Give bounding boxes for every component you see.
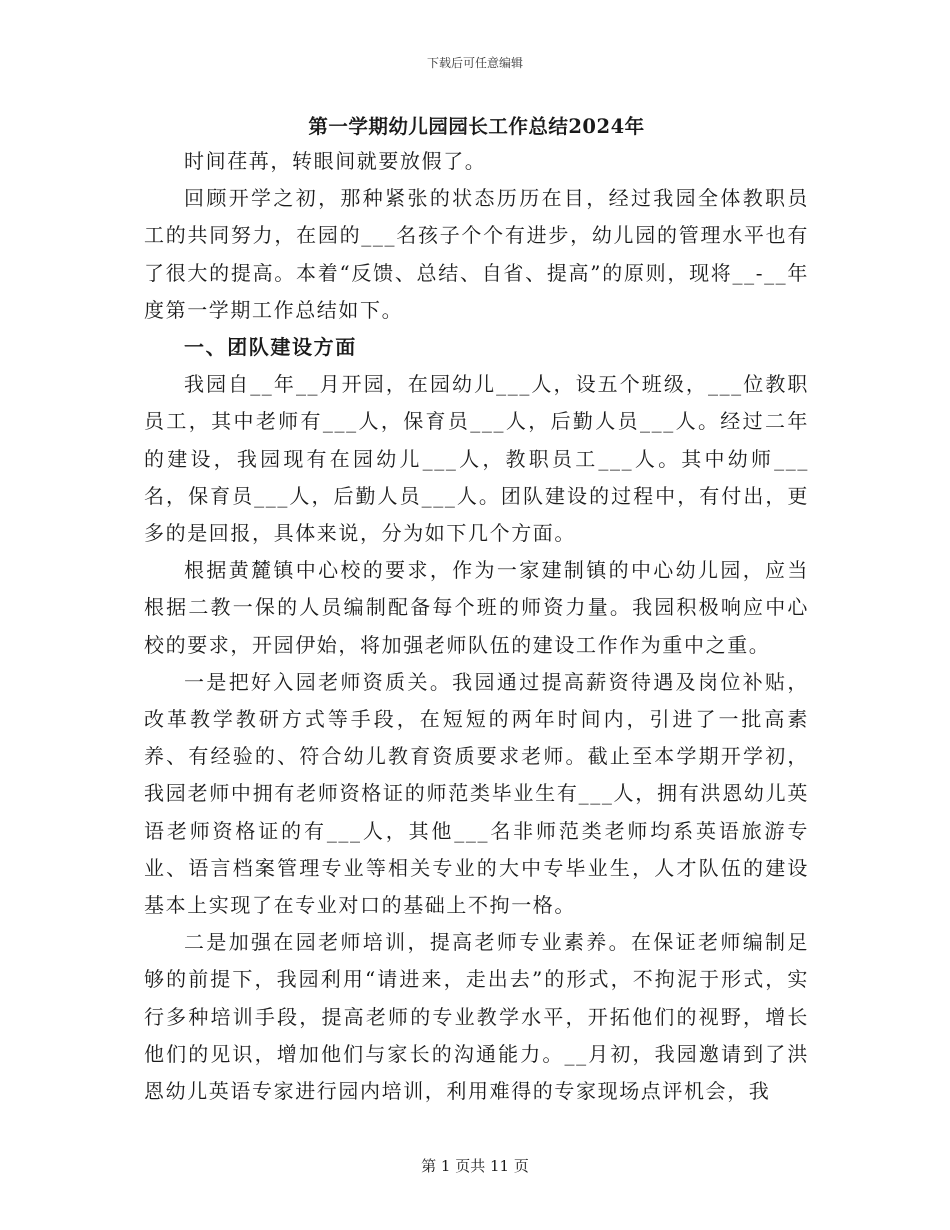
- document-title: 第一学期幼儿园园长工作总结2024年: [308, 115, 645, 138]
- section-heading-team-building: 一、团队建设方面: [184, 335, 357, 360]
- paragraph-training: 二是加强在园老师培训，提高老师专业素养。在保证老师编制足够的前提下，我园利用“请进来，走出去”的形式，不拘泥于形式，实行多种培训手段，提高老师的专业教学水平，开拓他们的视野，增长他们的见识，增加他们与家长的沟通能力。__月初，我园邀请到了洪恩幼儿英语专家进行园内培训，利用难得的专家现场点评机会，我: [144, 930, 809, 1104]
- paragraph-review: 回顾开学之初，那种紧张的状态历历在目，经过我园全体教职员工的共同努力，在园的___名孩子个个有进步，幼儿园的管理水平也有了很大的提高。本着“反馈、总结、自省、提高”的原则，现将__-__年度第一学期工作总结如下。: [144, 186, 809, 322]
- paragraph-qualification: 一是把好入园老师资质关。我园通过提高薪资待遇及岗位补贴，改革教学教研方式等手段，在短短的两年时间内，引进了一批高素养、有经验的、符合幼儿教育资质要求老师。截止至本学期开学初，我园老师中拥有老师资格证的师范类毕业生有___人，拥有洪恩幼儿英语老师资格证的有___人，其他___名非师范类老师均系英语旅游专业、语言档案管理专业等相关专业的大中专毕业生，人才队伍的建设基本上实现了在专业对口的基础上不拘一格。: [144, 669, 809, 918]
- page-header-note: 下载后可任意编辑: [426, 56, 523, 70]
- document-body: [144, 113, 809, 1110]
- paragraph-staff-overview: 我园自__年__月开园，在园幼儿___人，设五个班级，___位教职员工，其中老师有___人，保育员___人，后勤人员___人。经过二年的建设，我园现有在园幼儿___人，教职员工___人。其中幼师___名，保育员___人，后勤人员___人。团队建设的过程中，有付出，更多的是回报，具体来说，分为如下几个方面。: [144, 372, 809, 546]
- paragraph-intro: 时间荏苒，转眼间就要放假了。: [184, 149, 487, 173]
- page-footer-number: 第 1 页共 11 页: [421, 1157, 529, 1175]
- paragraph-requirements: 根据黄麓镇中心校的要求，作为一家建制镇的中心幼儿园，应当根据二教一保的人员编制配备每个班的师资力量。我园积极响应中心校的要求，开园伊始，将加强老师队伍的建设工作作为重中之重。: [144, 558, 809, 657]
